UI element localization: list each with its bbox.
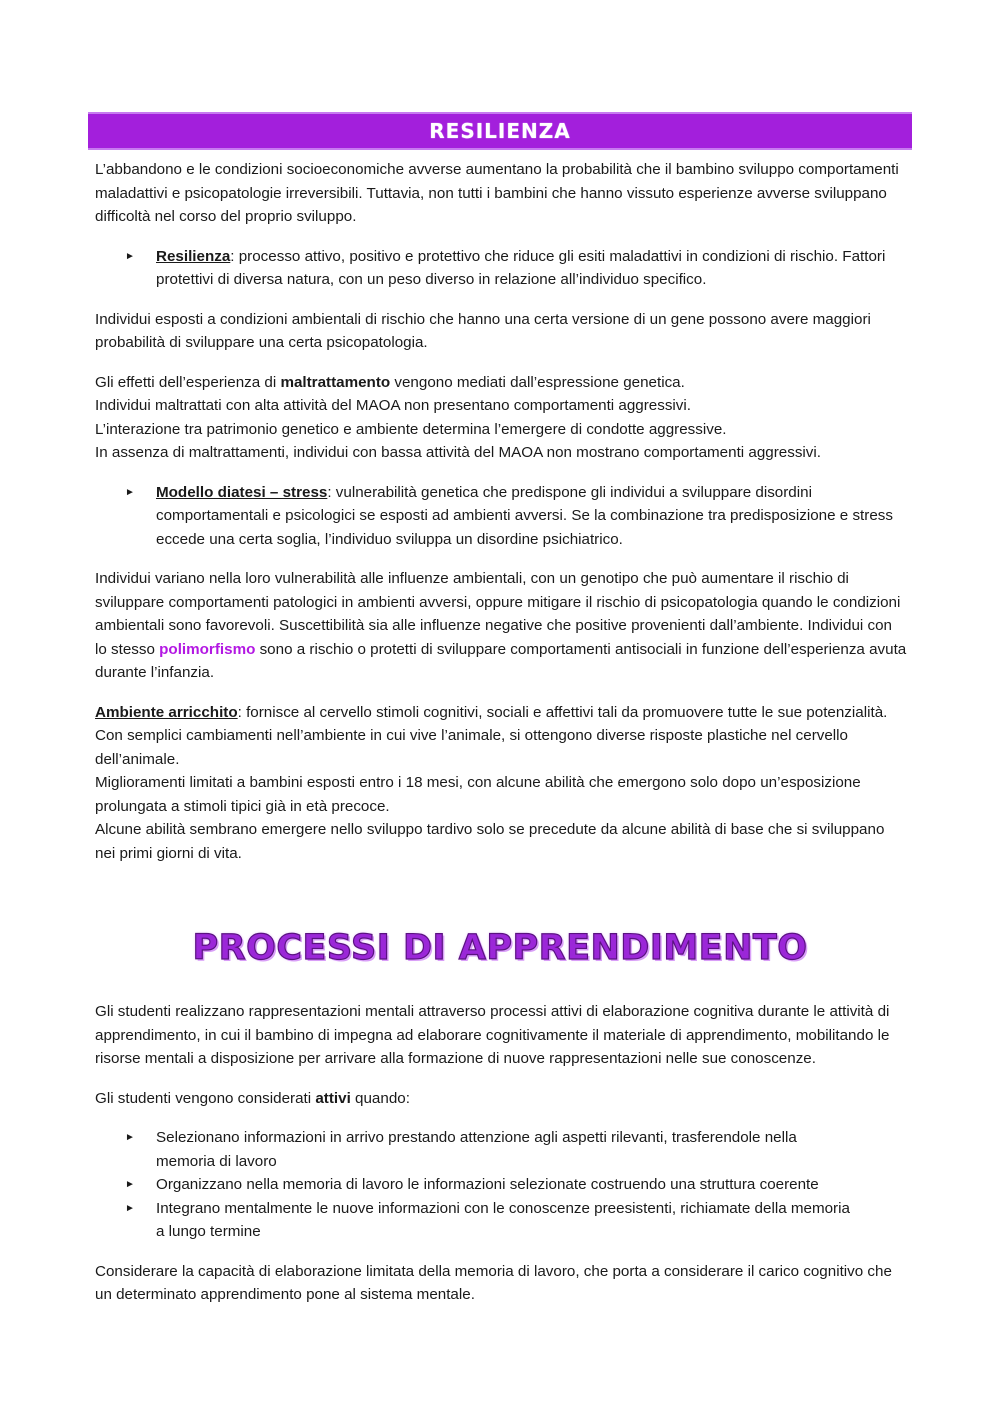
paragraph: Individui variano nella loro vulnerabilità alle influenze ambientali, con un genotipo che può aumentare il rischio di sviluppare comportamenti patologici in ambienti avversi, oppure mitigare il rischio di psicopatologia quando le condizioni ambientali sono favorevoli. Suscettibilità sia alle influenze negative che positive provenienti dall’ambiente. Individui con lo stesso polimorfismo sono a rischio o protetti di sviluppare comportamenti antisociali in funzione dell’esperienza avuta durante l’infanzia. <box>95 570 907 681</box>
bullet-list <box>95 481 907 552</box>
list-item: ► Integrano mentalmente le nuove informazioni con le conoscenze preesistenti, richiamate della memoria a lungo termine <box>156 1197 856 1244</box>
bullet-marker-icon: ► <box>125 486 135 498</box>
term-resilienza: Resilienza <box>156 247 231 265</box>
term-diatesi-stress: Modello diatesi – stress <box>156 483 328 501</box>
term-ambiente-arricchito: Ambiente arricchito <box>95 703 238 721</box>
bullet-marker-icon: ► <box>125 1202 135 1214</box>
paragraph: Gli studenti vengono considerati attivi quando: <box>95 1089 410 1107</box>
term-attivi: attivi <box>315 1089 351 1107</box>
list-item: ► Organizzano nella memoria di lavoro le informazioni selezionate costruendo una struttura coerente <box>156 1173 896 1197</box>
list-item: ► Resilienza: processo attivo, positivo e protettivo che riduce gli esiti maladattivi in condizioni di rischio. Fattori protettivi di diversa natura, con un peso diverso in relazione all’individuo specifico. <box>156 245 896 292</box>
paragraph: Considerare la capacità di elaborazione limitata della memoria di lavoro, che porta a considerare il carico cognitivo che un determinato apprendimento pone al sistema mentale. <box>95 1262 892 1303</box>
bullet-marker-icon: ► <box>125 1132 135 1143</box>
term-maltrattamento: maltrattamento <box>280 373 391 391</box>
banner-title: RESILIENZA <box>429 119 571 143</box>
bullet-marker-icon: ► <box>125 1179 135 1190</box>
list-item: ► Selezionano informazioni in arrivo prestando attenzione agli aspetti rilevanti, trasferendole nella memoria di lavoro <box>156 1126 816 1173</box>
section-title: PROCESSI DI APPRENDIMENTO <box>192 928 808 968</box>
section-resilienza-content <box>95 158 907 881</box>
bullet-marker-icon: ► <box>125 250 135 262</box>
list-item: ► Modello diatesi – stress: vulnerabilità genetica che predispone gli individui a sviluppare disordini comportamentali e psicologici se esposti ad ambienti avversi. Se la combinazione tra predisposizione e stress eccede una certa soglia, l’individuo sviluppa un disordine psichiatrico. <box>156 481 896 552</box>
paragraph: Ambiente arricchito: fornisce al cervello stimoli cognitivi, sociali e affettivi tali da promuovere tutte le sue potenzialità. Con semplici cambiamenti nell’ambiente in cui vive l’animale, si ottengono diverse risposte plastiche nel cervello dell’animale. Miglioramenti limitati a bambini esposti entro i 18 mesi, con alcune abilità che emergono solo dopo un’esposizione prolungata a stimoli tipici già in età precoce. Alcune abilità sembrano emergere nello sviluppo tardivo solo se precedute da alcune abilità di base che si sviluppano nei primi giorni di vita. <box>95 703 888 862</box>
paragraph: Gli effetti dell’esperienza di maltrattamento vengono mediati dall’espressione genetica. Individui maltrattati con alta attività del MAOA non presentano comportamenti aggressivi. L’interazione tra patrimonio genetico e ambiente determina l’emergere di condotte aggressive. In assenza di maltrattamenti, individui con bassa attività del MAOA non mostrano comportamenti aggressivi. <box>95 373 821 461</box>
bullet-list <box>95 1126 907 1244</box>
paragraph: Individui esposti a condizioni ambientali di rischio che hanno una certa versione di un gene possono avere maggiori probabilità di sviluppare una certa psicopatologia. <box>95 310 871 351</box>
section-banner <box>88 112 912 150</box>
paragraph: L’abbandono e le condizioni socioeconomiche avverse aumentano la probabilità che il bambino sviluppo comportamenti maladattivi e psicopatologie irreversibili. Tuttavia, non tutti i bambini che hanno vissuto esperienze avverse sviluppano difficoltà nel corso del proprio sviluppo. <box>95 161 899 225</box>
section-apprendimento-content <box>95 1000 907 1323</box>
paragraph: Gli studenti realizzano rappresentazioni mentali attraverso processi attivi di elaborazione cognitiva durante le attività di apprendimento, in cui il bambino di impegna ad elaborare cognitivamente il materiale di apprendimento, mobilitando le risorse mentali a disposizione per arrivare alla formazione di nuove rappresentazioni nelle sue conoscenze. <box>95 1003 890 1067</box>
term-polimorfismo: polimorfismo <box>159 640 256 658</box>
bullet-list <box>95 245 907 292</box>
